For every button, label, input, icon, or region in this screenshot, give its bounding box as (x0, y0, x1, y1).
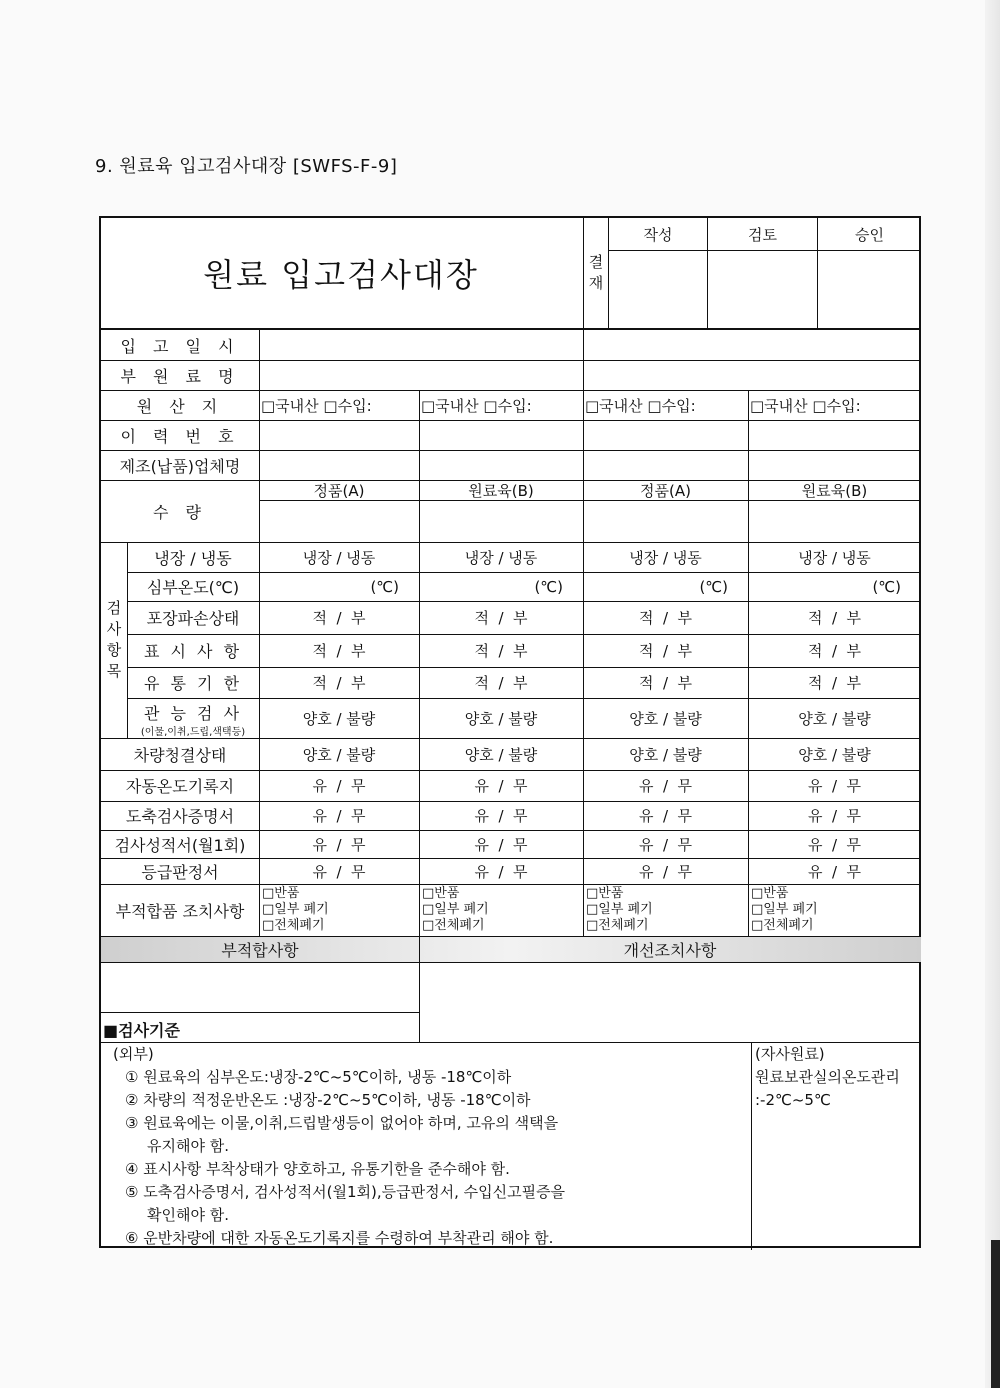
page-edge (985, 0, 1000, 1388)
quantity-col-header: 원료육(B) (801, 481, 868, 500)
divider-approval (608, 250, 921, 251)
criteria-external-label: (외부) (113, 1045, 154, 1063)
check-row-value: 양호 / 불량 (464, 745, 538, 764)
nonconform-option: □반품 (422, 886, 460, 901)
approval-col-approve: 승인 (855, 225, 884, 244)
divider-header (101, 328, 921, 330)
check-row-value: 유 / 무 (474, 835, 528, 854)
criteria-item: 유지해야 함. (147, 1137, 229, 1155)
origin-option: □국내산 □수입: (261, 396, 372, 415)
check-row-value: 유 / 무 (638, 807, 693, 825)
inspection-item-value: 적 / 부 (638, 674, 693, 692)
criteria-internal-label: (자사원료) (755, 1045, 825, 1063)
approval-label (583, 218, 609, 328)
nonconform-option: □반품 (751, 886, 789, 901)
criteria-item: ④ 표시사항 부착상태가 양호하고, 유통기한을 준수해야 함. (125, 1160, 510, 1178)
check-row-label: 자동온도기록지 (125, 777, 235, 796)
row-label-trace-number: 이 력 번 호 (120, 426, 240, 446)
nonconform-option: □전체폐기 (586, 918, 649, 933)
inspection-item-value: (℃) (370, 577, 399, 596)
approval-label-char: 결 (588, 253, 604, 271)
nonconform-option: □반품 (262, 886, 300, 901)
nonconform-option: □전체폐기 (422, 918, 485, 933)
check-row-value: 양호 / 불량 (629, 745, 702, 764)
section-header-nonconform: 부적합사항 (221, 941, 299, 960)
inspection-item-value: 냉장 / 냉동 (629, 548, 702, 567)
check-row-value: 유 / 무 (807, 807, 862, 825)
nonconform-option: □일부 폐기 (586, 902, 653, 917)
row-divider (101, 360, 921, 361)
divider-approval (608, 218, 609, 328)
check-row-value: 양호 / 불량 (798, 745, 871, 764)
inspection-item-value: 적 / 부 (312, 674, 366, 692)
inspection-item-value: 적 / 부 (807, 609, 862, 627)
inspection-label-char: 항 (106, 641, 122, 659)
nonconform-option: □일부 폐기 (422, 902, 489, 917)
inspection-item-value: 냉장 / 냉동 (798, 548, 871, 567)
check-row-value: 유 / 무 (638, 862, 693, 881)
inspection-item-label: 냉장 / 냉동 (154, 548, 232, 568)
quantity-col-header: 정품(A) (640, 481, 691, 500)
inspection-item-label: 표 시 사 항 (143, 642, 243, 661)
criteria-item: ① 원료육의 심부온도:냉장-2℃~5℃이하, 냉동 -18℃이하 (125, 1068, 512, 1086)
inspection-item-value: 적 / 부 (312, 609, 366, 627)
page-edge-shadow (991, 1240, 1000, 1388)
inspection-items-label (101, 542, 127, 738)
inspection-label-char: 사 (106, 620, 122, 638)
col-divider (748, 390, 749, 542)
criteria-item: 확인해야 함. (147, 1206, 229, 1224)
check-row-value: 유 / 무 (638, 835, 693, 854)
divider-approval (817, 218, 818, 328)
inspection-form (99, 216, 921, 1248)
row-divider (101, 962, 921, 963)
inspection-item-value: (℃) (534, 577, 563, 596)
check-row-label: 등급판정서 (141, 862, 219, 882)
inspection-item-value: 적 / 부 (807, 642, 862, 660)
form-title: 원료 입고검사대장 (203, 256, 479, 294)
col-divider (419, 390, 420, 542)
nonconform-option: □일부 폐기 (751, 902, 818, 917)
col-divider (751, 1042, 752, 1250)
criteria-internal-line: :-2℃~5℃ (755, 1091, 831, 1109)
inspection-label-char: 목 (106, 662, 122, 680)
origin-option: □국내산 □수입: (750, 396, 861, 415)
criteria-item: ② 차량의 적정운반온도 :냉장-2℃~5℃이하, 냉동 -18℃이하 (125, 1091, 531, 1109)
criteria-internal-line: 원료보관실의온도관리 (755, 1068, 900, 1086)
check-row-label: 도축검사증명서 (125, 807, 235, 826)
check-row-value: 유 / 무 (474, 862, 528, 881)
check-row-value: 유 / 무 (807, 862, 862, 881)
check-row-value: 유 / 무 (312, 862, 366, 881)
check-row-value: 유 / 무 (638, 777, 693, 795)
row-label-quantity: 수 량 (153, 502, 207, 522)
check-row-value: 유 / 무 (474, 807, 528, 825)
row-label-receipt-date: 입 고 일 시 (120, 336, 240, 356)
row-divider (101, 1012, 419, 1013)
section-header-corrective: 개선조치사항 (623, 941, 717, 960)
inspection-item-value: 적 / 부 (474, 609, 528, 627)
inspection-label-char: 검 (106, 599, 122, 617)
inspection-item-label: 관 능 검 사 (143, 703, 243, 723)
inspection-item-sublabel: (이물,이취,드립,색택등) (140, 726, 246, 738)
quantity-col-header: 정품(A) (313, 481, 365, 500)
check-row-label: 검사성적서(월1회) (114, 835, 246, 855)
check-row-value: 유 / 무 (474, 777, 528, 795)
origin-option: □국내산 □수입: (421, 396, 532, 415)
approval-label-char: 재 (588, 274, 604, 292)
inspection-item-value: 적 / 부 (638, 642, 693, 660)
inspection-item-value: 적 / 부 (474, 674, 528, 692)
inspection-item-value: 냉장 / 냉동 (464, 548, 538, 567)
check-row-value: 양호 / 불량 (302, 745, 376, 764)
criteria-item: ⑥ 운반차량에 대한 자동온도기록지를 수령하여 부착관리 해야 함. (125, 1229, 554, 1247)
inspection-item-value: 양호 / 불량 (629, 709, 702, 728)
col-divider (259, 330, 260, 542)
nonconform-option: □반품 (586, 886, 624, 901)
criteria-title: ■검사기준 (103, 1020, 180, 1040)
inspection-item-value: 적 / 부 (807, 674, 862, 692)
check-row-value: 유 / 무 (312, 807, 366, 825)
check-row-value: 유 / 무 (807, 777, 862, 795)
check-row-value: 유 / 무 (312, 835, 366, 854)
col-divider (583, 330, 584, 542)
inspection-item-value: (℃) (699, 577, 728, 596)
divider-approval (583, 218, 584, 328)
inspection-item-value: 양호 / 불량 (302, 709, 376, 728)
check-row-value: 유 / 무 (312, 777, 366, 795)
check-row-value: 유 / 무 (807, 835, 862, 854)
divider-approval (707, 218, 708, 328)
nonconform-option: □전체폐기 (262, 918, 325, 933)
origin-option: □국내산 □수입: (585, 396, 696, 415)
inspection-item-value: 적 / 부 (312, 642, 366, 660)
col-divider (419, 937, 420, 962)
criteria-item: ⑤ 도축검사증명서, 검사성적서(월1회),등급판정서, 수입신고필증을 (125, 1183, 566, 1201)
inspection-item-value: (℃) (872, 577, 901, 596)
inspection-item-label: 심부온도(℃) (146, 578, 240, 597)
quantity-col-header: 원료육(B) (468, 481, 534, 500)
row-label-maker: 제조(납품)업체명 (119, 456, 241, 476)
inspection-item-value: 양호 / 불량 (798, 709, 871, 728)
inspection-item-value: 적 / 부 (638, 609, 693, 627)
row-divider (101, 450, 921, 451)
inspection-item-label: 유 통 기 한 (143, 674, 243, 693)
approval-col-author: 작성 (643, 225, 673, 244)
nonconform-label: 부적합품 조치사항 (115, 901, 245, 921)
row-label-material-name: 부 원 료 명 (120, 366, 240, 386)
document-heading: 9. 원료육 입고검사대장 [SWFS-F-9] (95, 156, 398, 177)
criteria-item: ③ 원료육에는 이물,이취,드립발생등이 없어야 하며, 고유의 색택을 (125, 1114, 559, 1132)
approval-col-review: 검토 (748, 225, 777, 244)
row-divider (101, 420, 921, 421)
inspection-item-value: 양호 / 불량 (464, 709, 538, 728)
check-row-label: 차량청결상태 (133, 745, 227, 765)
inspection-item-value: 냉장 / 냉동 (302, 548, 376, 567)
inspection-item-value: 적 / 부 (474, 642, 528, 660)
nonconform-option: □일부 폐기 (262, 902, 329, 917)
row-label-origin: 원 산 지 (136, 396, 224, 416)
nonconform-option: □전체폐기 (751, 918, 814, 933)
inspection-item-label: 포장파손상태 (146, 609, 240, 628)
